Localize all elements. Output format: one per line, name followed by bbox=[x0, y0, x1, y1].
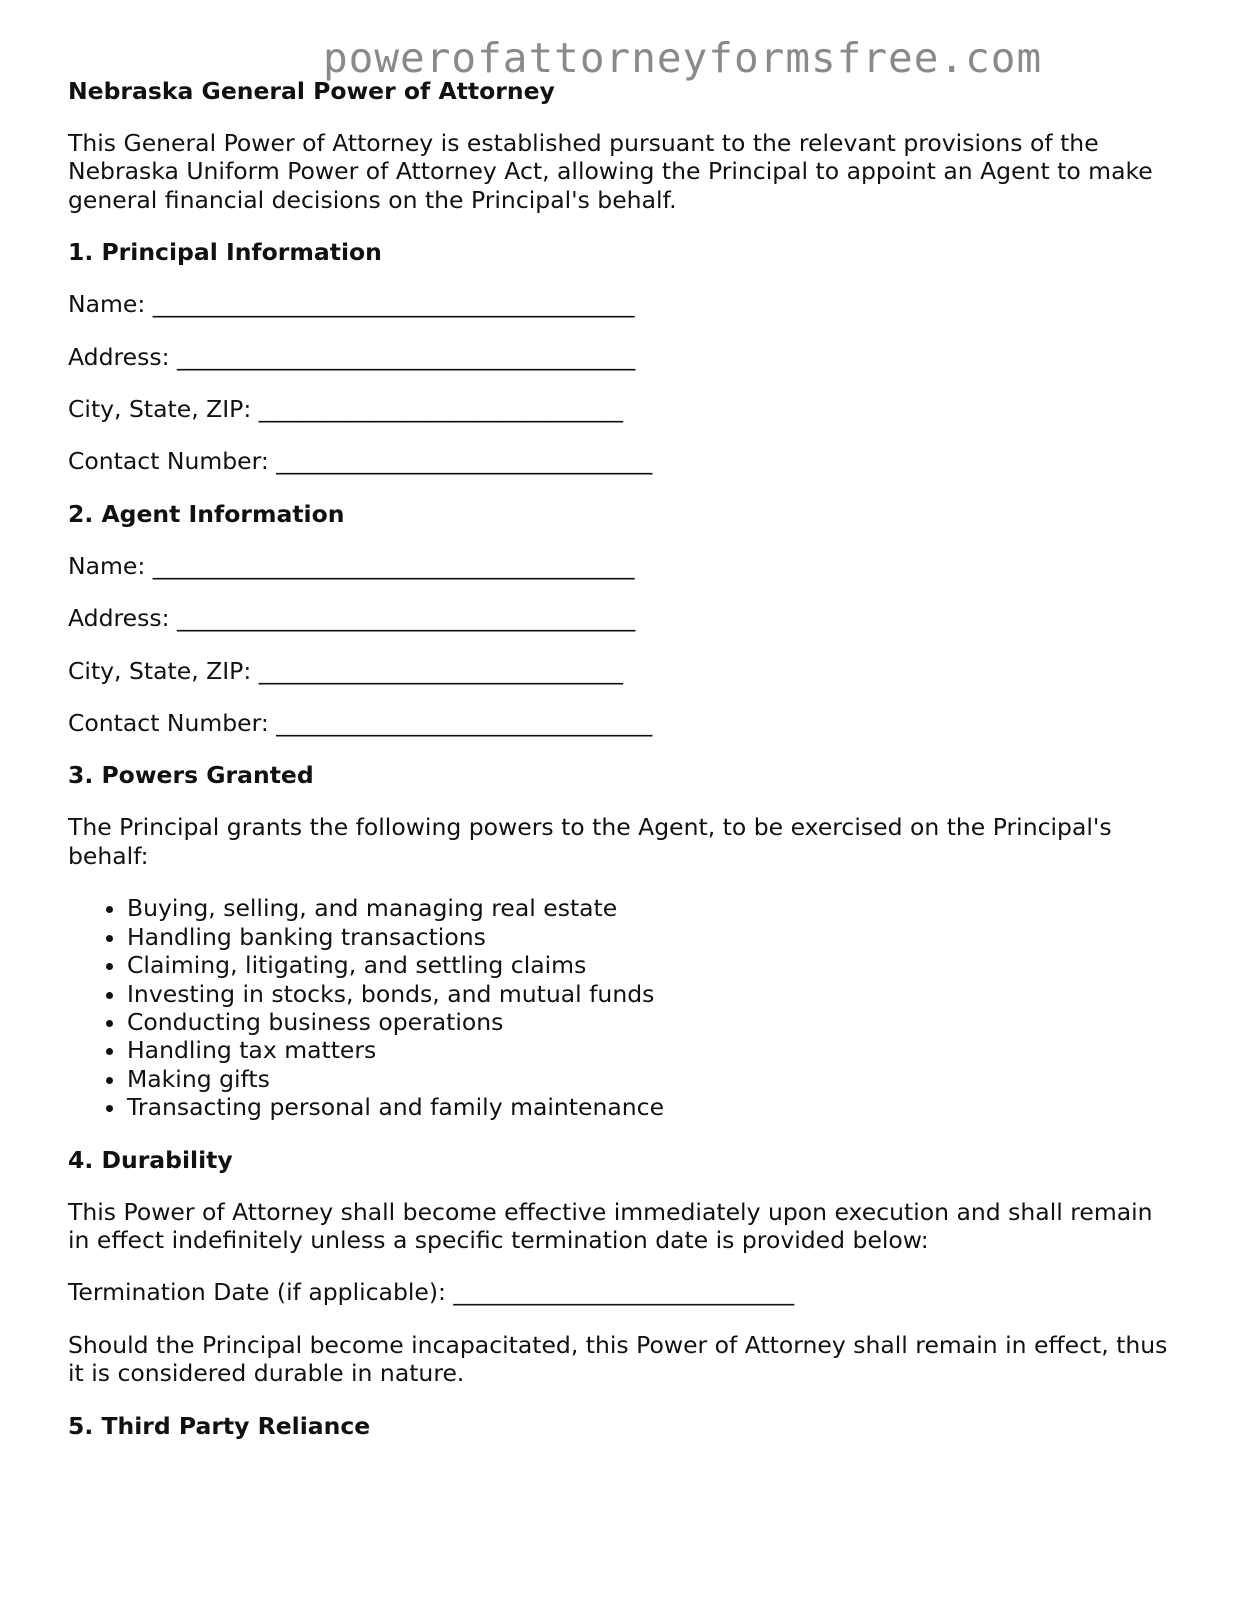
principal-city-field[interactable]: City, State, ZIP: _______________________________ bbox=[68, 395, 623, 424]
document-title: Nebraska General Power of Attorney bbox=[68, 77, 555, 105]
list-item: • Buying, selling, and managing real estate bbox=[127, 894, 1178, 922]
list-item: • Conducting business operations bbox=[127, 1008, 1178, 1036]
intro-paragraph: This General Power of Attorney is established pursuant to the relevant provisions of the Nebraska Uniform Power of Attorney Act, allowing the Principal to appoint an Agent to make general financial decisions on the Principal's behalf. bbox=[68, 129, 1153, 214]
agent-contact-field[interactable]: Contact Number: ________________________________ bbox=[68, 709, 653, 738]
principal-name-field[interactable]: Name: _________________________________________ bbox=[68, 290, 635, 319]
principal-address-field[interactable]: Address: _______________________________________ bbox=[68, 342, 636, 371]
agent-heading: 2. Agent Information bbox=[68, 499, 345, 528]
site-watermark: powerofattorneyformsfree.com bbox=[323, 34, 1043, 82]
principal-contact-field[interactable]: Contact Number: ________________________________ bbox=[68, 447, 653, 476]
list-item: • Investing in stocks, bonds, and mutual funds bbox=[127, 980, 1178, 1008]
powers-heading: 3. Powers Granted bbox=[68, 761, 314, 790]
durability-incapacity-text: Should the Principal become incapacitated, this Power of Attorney shall remain in effect, thus it is considered durable in nature. bbox=[68, 1330, 1168, 1388]
agent-address-field[interactable]: Address: _______________________________________ bbox=[68, 604, 636, 633]
principal-heading: 1. Principal Information bbox=[68, 238, 382, 267]
agent-city-field[interactable]: City, State, ZIP: _______________________________ bbox=[68, 656, 623, 685]
powers-list bbox=[68, 894, 1178, 1121]
list-item: • Claiming, litigating, and settling claims bbox=[127, 951, 1178, 979]
list-item: • Handling tax matters bbox=[127, 1036, 1178, 1064]
agent-name-field[interactable]: Name: _________________________________________ bbox=[68, 551, 635, 580]
document-page bbox=[68, 77, 1178, 1464]
list-item: • Transacting personal and family maintenance bbox=[127, 1093, 1178, 1121]
list-item: • Making gifts bbox=[127, 1065, 1178, 1093]
third-party-heading: 5. Third Party Reliance bbox=[68, 1411, 371, 1440]
list-item: • Handling banking transactions bbox=[127, 923, 1178, 951]
durability-heading: 4. Durability bbox=[68, 1145, 233, 1174]
powers-intro: The Principal grants the following powers to the Agent, to be exercised on the Principal's behalf: bbox=[68, 813, 1112, 870]
termination-date-field[interactable]: Termination Date (if applicable): _____________________________ bbox=[68, 1278, 795, 1307]
durability-text: This Power of Attorney shall become effective immediately upon execution and shall remain in effect indefinitely unless a specific termination date is provided below: bbox=[68, 1197, 1153, 1254]
